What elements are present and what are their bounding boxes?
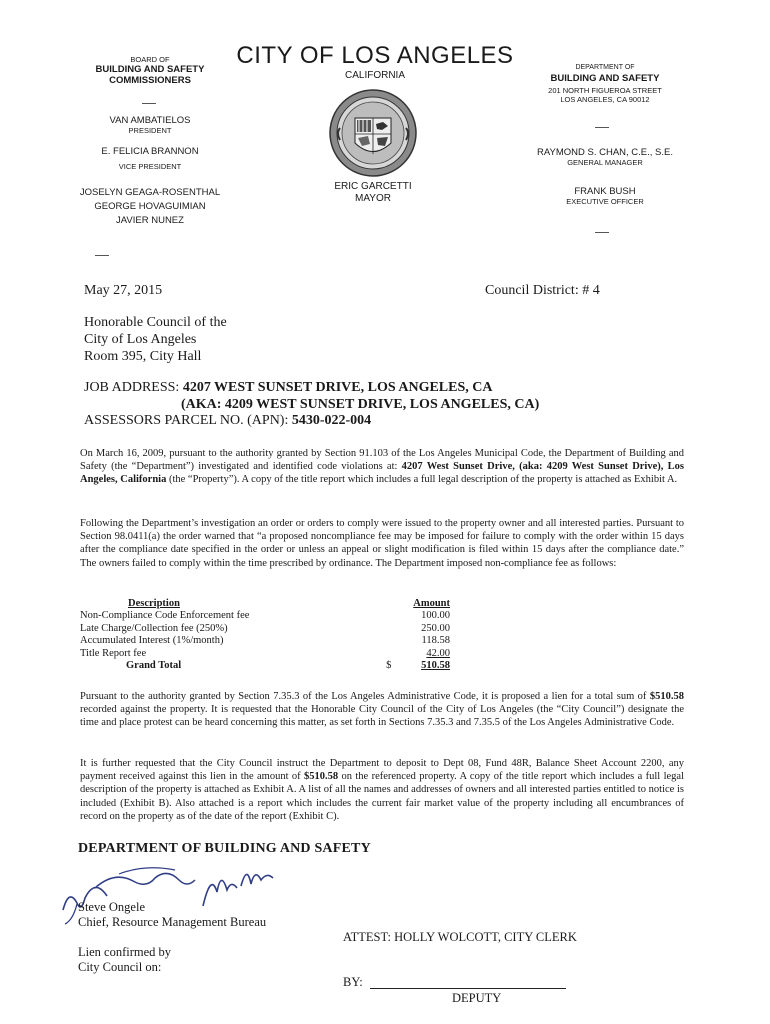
board-label-line2: BUILDING AND SAFETY xyxy=(95,64,205,75)
signature-line xyxy=(370,988,566,989)
department-label-line2: BUILDING AND SAFETY xyxy=(550,73,660,84)
general-manager-name: RAYMOND S. CHAN, C.E., S.E. xyxy=(536,147,673,158)
description-header: Description xyxy=(128,598,180,609)
lien-confirmed-line2: City Council on: xyxy=(78,960,162,974)
amount-header: Amount xyxy=(413,598,450,609)
addressee-line1: Honorable Council of the xyxy=(84,315,227,330)
lien-confirmed-line1: Lien confirmed by xyxy=(78,945,172,959)
fee-table xyxy=(80,598,450,672)
mayor-title: MAYOR xyxy=(355,193,391,204)
council-district: Council District: # 4 xyxy=(485,283,600,298)
paragraph-text: on the referenced property. A copy of the title report which includes a full legal description of the property is attached as Exhibit A. A list of all the names and addresses of owners and all interested parties entitled to notice is included (Exhibit B). Also attached is a report which includes the current fair market value of the property including all encumbrances of record on the property as of the date of the report (Exhibit C). xyxy=(80,771,685,822)
fee-amount: 100.00 xyxy=(421,610,450,622)
divider xyxy=(595,232,609,233)
fee-label: Late Charge/Collection fee (250%) xyxy=(80,622,228,634)
divider xyxy=(142,103,156,104)
signer-name: Steve Ongele xyxy=(78,900,145,914)
currency-symbol: $ xyxy=(386,660,392,672)
apn-number: 5430-022-004 xyxy=(291,413,372,428)
paragraph-text: On March 16, 2009, pursuant to the authority granted by Section 91.103 of the Los Angeles Municipal Code, the Department of Building and Safety (the “Department”) investigated and identified code violations at: xyxy=(80,448,684,473)
department-label-line1: DEPARTMENT OF xyxy=(575,64,635,71)
president-title: PRESIDENT xyxy=(128,126,172,135)
apn-line xyxy=(84,413,371,429)
paragraph-lien-proposal xyxy=(80,690,684,730)
fee-row xyxy=(80,623,450,635)
attest-line: ATTEST: HOLLY WOLCOTT, CITY CLERK xyxy=(343,930,577,944)
fee-amount: 118.58 xyxy=(421,635,450,647)
paragraph-text: It is further requested that the City Council instruct the Department to deposit to Dept 08, Fund 48R, Balance Sheet Account 2200, any payment received against this lien in the amount of xyxy=(80,758,684,783)
fee-row xyxy=(80,610,450,622)
fee-label: Non-Compliance Code Enforcement fee xyxy=(80,610,250,622)
aka-address: (AKA: 4209 WEST SUNSET DRIVE, LOS ANGELES, CA) xyxy=(181,397,540,412)
paragraph-investigation xyxy=(80,447,684,487)
fee-amount: 250.00 xyxy=(421,622,450,634)
fee-row xyxy=(80,635,450,647)
department-address-line2: LOS ANGELES, CA 90012 xyxy=(560,95,650,104)
board-label-line1: BOARD OF xyxy=(130,55,170,64)
board-member-1: JOSELYN GEAGA-ROSENTHAL xyxy=(79,187,221,198)
paragraph-deposit-request xyxy=(80,757,684,823)
board-member-3: JAVIER NUNEZ xyxy=(116,215,184,226)
paragraph-text: Pursuant to the authority granted by Section 7.35.3 of the Los Angeles Administrative Code, it is proposed a lien for a total sum of xyxy=(80,691,650,702)
mayor-name: ERIC GARCETTI xyxy=(334,181,412,192)
vice-president-title: VICE PRESIDENT xyxy=(118,162,182,171)
total-amount: 510.58 xyxy=(421,660,450,672)
city-seal-icon xyxy=(328,88,418,178)
divider xyxy=(595,127,609,128)
state-label: CALIFORNIA xyxy=(344,70,405,81)
total-label: Grand Total xyxy=(126,660,182,672)
letter-date: May 27, 2015 xyxy=(84,283,163,298)
deputy-label: DEPUTY xyxy=(452,991,502,1005)
city-title: CITY OF LOS ANGELES xyxy=(236,42,514,69)
department-address-line1: 201 NORTH FIGUEROA STREET xyxy=(548,86,662,95)
board-label-line3: COMMISSIONERS xyxy=(109,75,191,86)
fee-amount: 42.00 xyxy=(426,647,450,659)
general-manager-title: GENERAL MANAGER xyxy=(567,158,643,167)
fee-label: Accumulated Interest (1%/month) xyxy=(80,635,224,647)
executive-officer-name: FRANK BUSH xyxy=(574,186,636,197)
signer-title: Chief, Resource Management Bureau xyxy=(78,915,267,929)
paragraph-orders: Following the Department’s investigation an order or orders to comply were issued to the property owner and all interested parties. Pursuant to Section 98.0411(a) the order warned that “a proposed noncompliance fee may be imposed for failure to comply with the order within 15 days after the compliance date specified in the order or unless an appeal or slight modification is filed within 15 days after the compliance date.” The owners failed to comply within the time prescribed by ordinance. The Department imposed non-compliance fee as follows: xyxy=(80,518,684,569)
job-address-line xyxy=(84,380,492,396)
job-address: 4207 WEST SUNSET DRIVE, LOS ANGELES, CA xyxy=(182,380,493,395)
by-label: BY: xyxy=(343,975,363,989)
lien-amount: $510.58 xyxy=(304,771,339,783)
addressee-line2: City of Los Angeles xyxy=(84,332,197,347)
divider xyxy=(95,255,109,256)
fee-row xyxy=(80,648,450,660)
vice-president-name: E. FELICIA BRANNON xyxy=(101,146,199,157)
job-address-label: JOB ADDRESS: xyxy=(84,380,183,395)
paragraph-text: recorded against the property. It is requested that the Honorable City Council of the City of Los Angeles (the “City Council”) designate the time and place protest can be heard concerning this matter, as set forth in Sections 7.35.3 and 7.35.5 of the Los Angeles Administrative Code. xyxy=(80,704,684,729)
fee-total-row xyxy=(80,660,450,672)
department-signature-heading: DEPARTMENT OF BUILDING AND SAFETY xyxy=(78,841,371,856)
addressee-line3: Room 395, City Hall xyxy=(84,349,202,364)
president-name: VAN AMBATIELOS xyxy=(109,115,191,126)
property-address: 4207 West Sunset Drive, (aka: 4209 West Sunset Drive), Los Angeles, California xyxy=(80,461,684,486)
board-member-2: GEORGE HOVAGUIMIAN xyxy=(94,201,206,212)
lien-amount: $510.58 xyxy=(649,691,684,702)
fee-label: Title Report fee xyxy=(80,647,147,659)
apn-label: ASSESSORS PARCEL NO. (APN): xyxy=(84,413,292,428)
executive-officer-title: EXECUTIVE OFFICER xyxy=(566,197,644,206)
paragraph-text: (the “Property”). A copy of the title report which includes a full legal description of the property is attached as Exhibit A. xyxy=(166,474,678,486)
fee-table-header xyxy=(80,598,450,610)
